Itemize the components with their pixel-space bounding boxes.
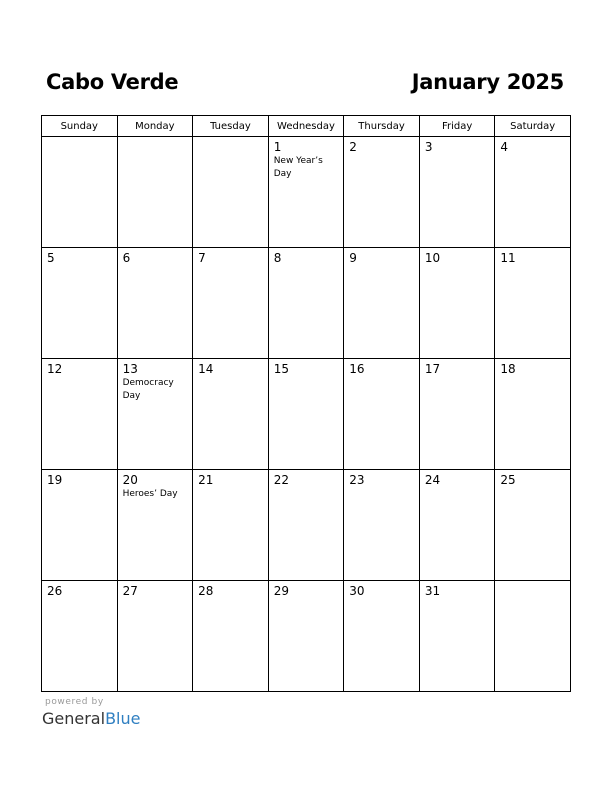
day-cell [117, 470, 193, 581]
day-number: 30 [349, 584, 365, 598]
day-cell [193, 470, 269, 581]
day-cell [495, 248, 571, 359]
day-cell [42, 359, 118, 470]
footer-branding [42, 697, 140, 729]
day-number: 6 [122, 251, 131, 265]
week-row [42, 470, 571, 581]
week-row [42, 137, 571, 248]
generalblue-logo[interactable] [42, 709, 140, 729]
weekday-wednesday: Wednesday [268, 116, 344, 137]
day-number: 3 [424, 140, 433, 154]
day-cell [344, 359, 420, 470]
weekday-thursday: Thursday [344, 116, 420, 137]
weekday-header-row [42, 116, 571, 137]
day-cell [268, 470, 344, 581]
day-cell [419, 248, 495, 359]
day-cell [42, 470, 118, 581]
day-number: 21 [198, 473, 214, 487]
day-cell [193, 137, 269, 248]
day-cell [193, 248, 269, 359]
day-cell [344, 248, 420, 359]
powered-by-label: powered by [45, 697, 104, 707]
day-cell [117, 137, 193, 248]
day-cell [419, 137, 495, 248]
holiday-label: Heroes’ Day [122, 489, 178, 499]
day-cell [268, 359, 344, 470]
weekday-sunday: Sunday [42, 116, 118, 137]
day-cell [344, 137, 420, 248]
day-cell [419, 359, 495, 470]
weekday-friday: Friday [419, 116, 495, 137]
day-number: 25 [500, 473, 516, 487]
day-cell [42, 248, 118, 359]
day-cell [193, 359, 269, 470]
day-number: 1 [273, 140, 282, 154]
week-row [42, 248, 571, 359]
day-number: 19 [47, 473, 63, 487]
weekday-monday: Monday [117, 116, 193, 137]
day-number: 15 [273, 362, 289, 376]
day-cell [344, 581, 420, 692]
day-number: 18 [500, 362, 516, 376]
day-number: 7 [198, 251, 206, 265]
weekday-saturday: Saturday [495, 116, 571, 137]
day-cell [117, 359, 193, 470]
day-number: 24 [424, 473, 441, 487]
calendar-month-title: January 2025 [411, 70, 564, 94]
day-number: 13 [122, 362, 138, 376]
day-number: 2 [349, 140, 357, 154]
holiday-label: Democracy Day [122, 378, 174, 401]
day-cell [268, 137, 344, 248]
week-row [42, 359, 571, 470]
day-cell [495, 581, 571, 692]
day-number: 14 [198, 362, 214, 376]
week-row [42, 581, 571, 692]
brand-general-text: General [42, 709, 106, 728]
day-cell [268, 248, 344, 359]
day-number: 16 [349, 362, 365, 376]
day-number: 12 [47, 362, 63, 376]
calendar-country-title: Cabo Verde [46, 70, 179, 94]
day-cell [495, 470, 571, 581]
day-cell [419, 581, 495, 692]
day-number: 20 [122, 473, 138, 487]
day-cell [117, 581, 193, 692]
day-number: 31 [424, 584, 441, 598]
day-cell [419, 470, 495, 581]
day-number: 23 [349, 473, 365, 487]
day-number: 22 [273, 473, 289, 487]
day-number: 10 [424, 251, 441, 265]
day-number: 17 [424, 362, 441, 376]
day-cell [193, 581, 269, 692]
day-number: 5 [47, 251, 55, 265]
day-number: 29 [273, 584, 289, 598]
day-number: 4 [500, 140, 509, 154]
calendar-grid [41, 115, 571, 692]
day-number: 26 [47, 584, 63, 598]
brand-blue-text: Blue [105, 709, 141, 728]
holiday-label: New Year’s Day [273, 156, 323, 179]
day-cell [344, 470, 420, 581]
day-number: 11 [500, 251, 516, 265]
day-cell [268, 581, 344, 692]
day-cell [42, 581, 118, 692]
day-cell [495, 359, 571, 470]
day-number: 9 [349, 251, 357, 265]
weekday-tuesday: Tuesday [193, 116, 269, 137]
day-cell [117, 248, 193, 359]
day-number: 27 [122, 584, 138, 598]
day-number: 28 [198, 584, 214, 598]
day-cell [42, 137, 118, 248]
day-number: 8 [273, 251, 282, 265]
day-cell [495, 137, 571, 248]
